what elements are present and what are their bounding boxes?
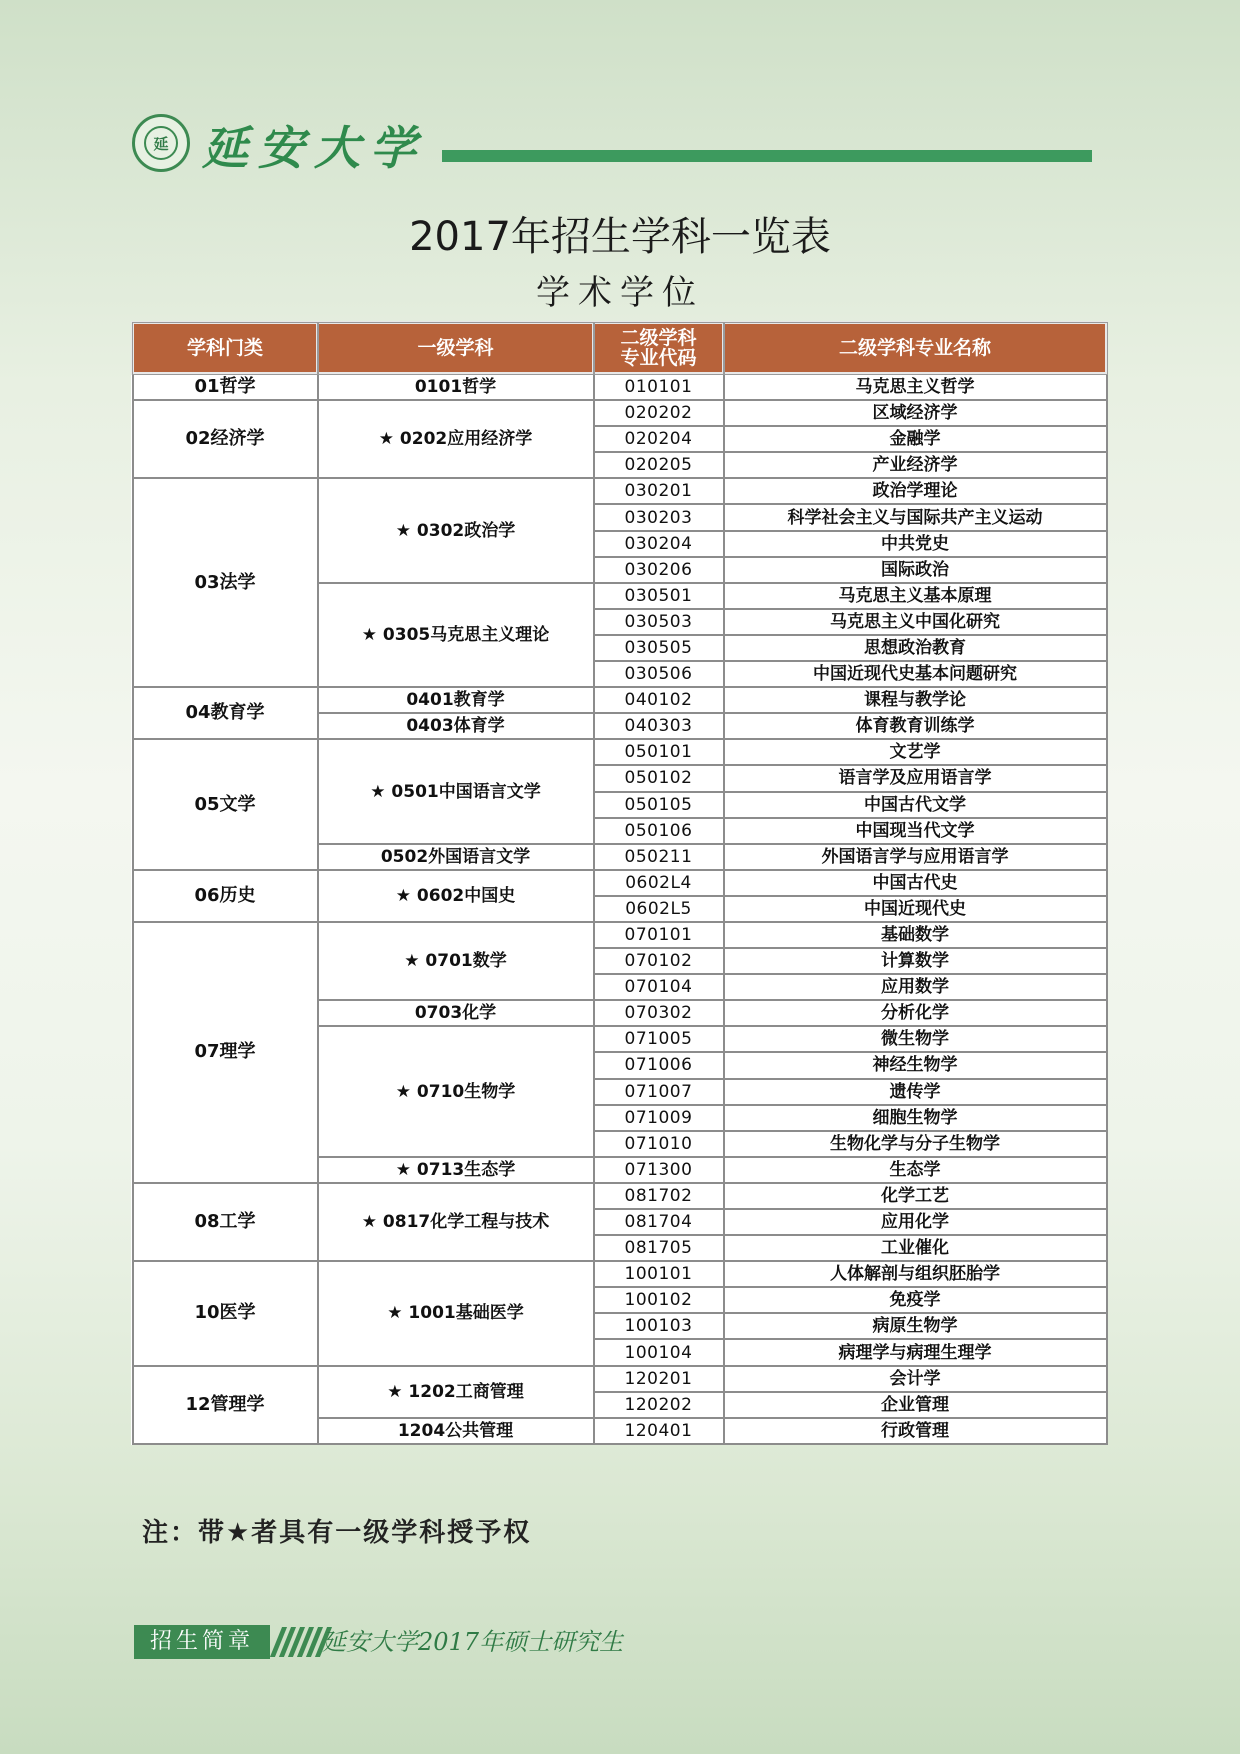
cell-category: 04教育学 bbox=[133, 687, 318, 739]
page-footer bbox=[134, 1625, 694, 1659]
table-row bbox=[133, 400, 1107, 426]
cell-major-name: 分析化学 bbox=[724, 1000, 1107, 1026]
cell-code: 120401 bbox=[594, 1418, 724, 1444]
cell-first-level: ★ 0713生态学 bbox=[318, 1157, 594, 1183]
cell-code: 040303 bbox=[594, 713, 724, 739]
cell-category: 06历史 bbox=[133, 870, 318, 922]
cell-major-name: 生物化学与分子生物学 bbox=[724, 1131, 1107, 1157]
footer-label: 招生简章 bbox=[134, 1625, 270, 1659]
cell-first-level: 0502外国语言文学 bbox=[318, 844, 594, 870]
table-row bbox=[133, 870, 1107, 896]
cell-major-name: 神经生物学 bbox=[724, 1052, 1107, 1078]
cell-first-level: 0703化学 bbox=[318, 1000, 594, 1026]
cell-major-name: 细胞生物学 bbox=[724, 1105, 1107, 1131]
cell-category: 12管理学 bbox=[133, 1366, 318, 1444]
cell-major-name: 产业经济学 bbox=[724, 452, 1107, 478]
cell-major-name: 基础数学 bbox=[724, 922, 1107, 948]
cell-code: 071005 bbox=[594, 1026, 724, 1052]
header-code: 二级学科 专业代码 bbox=[594, 323, 724, 374]
table-row bbox=[133, 1261, 1107, 1287]
table-body bbox=[133, 374, 1107, 1444]
cell-major-name: 中国近现代史基本问题研究 bbox=[724, 661, 1107, 687]
cell-first-level: ★ 1202工商管理 bbox=[318, 1366, 594, 1418]
cell-major-name: 应用化学 bbox=[724, 1209, 1107, 1235]
cell-code: 081705 bbox=[594, 1235, 724, 1261]
footer-slash-decoration bbox=[276, 1627, 326, 1657]
cell-first-level: 0401教育学 bbox=[318, 687, 594, 713]
cell-major-name: 应用数学 bbox=[724, 974, 1107, 1000]
cell-first-level: 0101哲学 bbox=[318, 374, 594, 401]
cell-major-name: 科学社会主义与国际共产主义运动 bbox=[724, 504, 1107, 530]
cell-major-name: 国际政治 bbox=[724, 557, 1107, 583]
cell-major-name: 计算数学 bbox=[724, 948, 1107, 974]
cell-major-name: 人体解剖与组织胚胎学 bbox=[724, 1261, 1107, 1287]
cell-major-name: 会计学 bbox=[724, 1366, 1107, 1392]
footer-text: 延安大学2017年硕士研究生 bbox=[322, 1628, 624, 1656]
cell-major-name: 政治学理论 bbox=[724, 478, 1107, 504]
cell-code: 030506 bbox=[594, 661, 724, 687]
cell-major-name: 生态学 bbox=[724, 1157, 1107, 1183]
cell-major-name: 金融学 bbox=[724, 426, 1107, 452]
cell-first-level: 1204公共管理 bbox=[318, 1418, 594, 1444]
cell-code: 020204 bbox=[594, 426, 724, 452]
university-seal-logo bbox=[132, 114, 190, 172]
cell-code: 071010 bbox=[594, 1131, 724, 1157]
cell-major-name: 文艺学 bbox=[724, 739, 1107, 765]
header-category: 学科门类 bbox=[133, 323, 318, 374]
cell-code: 070101 bbox=[594, 922, 724, 948]
cell-code: 020202 bbox=[594, 400, 724, 426]
table-row bbox=[133, 478, 1107, 504]
cell-major-name: 中国近现代史 bbox=[724, 896, 1107, 922]
subject-table-container bbox=[131, 321, 1105, 1497]
table-row bbox=[133, 374, 1107, 401]
cell-code: 071009 bbox=[594, 1105, 724, 1131]
page-subtitle: 学术学位 bbox=[536, 273, 704, 313]
cell-major-name: 中国古代文学 bbox=[724, 792, 1107, 818]
table-header-row bbox=[133, 323, 1107, 374]
cell-major-name: 外国语言学与应用语言学 bbox=[724, 844, 1107, 870]
cell-code: 070104 bbox=[594, 974, 724, 1000]
cell-code: 120202 bbox=[594, 1392, 724, 1418]
cell-code: 050211 bbox=[594, 844, 724, 870]
cell-code: 050105 bbox=[594, 792, 724, 818]
header-major-name: 二级学科专业名称 bbox=[724, 323, 1107, 374]
cell-major-name: 病原生物学 bbox=[724, 1313, 1107, 1339]
cell-code: 020205 bbox=[594, 452, 724, 478]
seal-center: 延 bbox=[144, 126, 178, 160]
cell-first-level: ★ 0202应用经济学 bbox=[318, 400, 594, 478]
cell-major-name: 马克思主义基本原理 bbox=[724, 583, 1107, 609]
cell-first-level: ★ 1001基础医学 bbox=[318, 1261, 594, 1365]
cell-code: 100104 bbox=[594, 1339, 724, 1365]
cell-code: 050106 bbox=[594, 818, 724, 844]
cell-major-name: 区域经济学 bbox=[724, 400, 1107, 426]
university-name-logo: 延安大学 bbox=[202, 121, 426, 175]
cell-category: 10医学 bbox=[133, 1261, 318, 1365]
cell-first-level: ★ 0701数学 bbox=[318, 922, 594, 1000]
cell-code: 100101 bbox=[594, 1261, 724, 1287]
cell-category: 07理学 bbox=[133, 922, 318, 1183]
cell-major-name: 语言学及应用语言学 bbox=[724, 765, 1107, 791]
page-title: 2017年招生学科一览表 bbox=[409, 214, 831, 260]
cell-first-level: 0403体育学 bbox=[318, 713, 594, 739]
cell-code: 071007 bbox=[594, 1079, 724, 1105]
cell-major-name: 体育教育训练学 bbox=[724, 713, 1107, 739]
cell-code: 0602L4 bbox=[594, 870, 724, 896]
cell-category: 03法学 bbox=[133, 478, 318, 687]
cell-code: 081702 bbox=[594, 1183, 724, 1209]
cell-first-level: ★ 0602中国史 bbox=[318, 870, 594, 922]
cell-code: 070102 bbox=[594, 948, 724, 974]
cell-code: 081704 bbox=[594, 1209, 724, 1235]
cell-major-name: 企业管理 bbox=[724, 1392, 1107, 1418]
table-row bbox=[133, 687, 1107, 713]
cell-major-name: 病理学与病理生理学 bbox=[724, 1339, 1107, 1365]
cell-code: 070302 bbox=[594, 1000, 724, 1026]
cell-code: 050102 bbox=[594, 765, 724, 791]
cell-code: 120201 bbox=[594, 1366, 724, 1392]
cell-first-level: ★ 0305马克思主义理论 bbox=[318, 583, 594, 687]
subject-table bbox=[131, 321, 1108, 1445]
cell-first-level: ★ 0710生物学 bbox=[318, 1026, 594, 1156]
cell-code: 030206 bbox=[594, 557, 724, 583]
cell-major-name: 工业催化 bbox=[724, 1235, 1107, 1261]
cell-code: 071006 bbox=[594, 1052, 724, 1078]
cell-code: 010101 bbox=[594, 374, 724, 401]
table-row bbox=[133, 922, 1107, 948]
cell-major-name: 微生物学 bbox=[724, 1026, 1107, 1052]
cell-code: 030501 bbox=[594, 583, 724, 609]
cell-category: 05文学 bbox=[133, 739, 318, 869]
cell-first-level: ★ 0817化学工程与技术 bbox=[318, 1183, 594, 1261]
cell-category: 01哲学 bbox=[133, 374, 318, 401]
cell-major-name: 中国现当代文学 bbox=[724, 818, 1107, 844]
cell-major-name: 化学工艺 bbox=[724, 1183, 1107, 1209]
cell-category: 02经济学 bbox=[133, 400, 318, 478]
cell-code: 050101 bbox=[594, 739, 724, 765]
cell-code: 071300 bbox=[594, 1157, 724, 1183]
cell-code: 0602L5 bbox=[594, 896, 724, 922]
table-row bbox=[133, 1183, 1107, 1209]
cell-code: 030204 bbox=[594, 531, 724, 557]
table-row bbox=[133, 739, 1107, 765]
cell-major-name: 行政管理 bbox=[724, 1418, 1107, 1444]
cell-code: 030503 bbox=[594, 609, 724, 635]
footnote: 注：带★者具有一级学科授予权 bbox=[142, 1518, 532, 1548]
cell-first-level: ★ 0501中国语言文学 bbox=[318, 739, 594, 843]
cell-code: 030505 bbox=[594, 635, 724, 661]
cell-code: 100103 bbox=[594, 1313, 724, 1339]
cell-code: 030203 bbox=[594, 504, 724, 530]
cell-code: 100102 bbox=[594, 1287, 724, 1313]
cell-first-level: ★ 0302政治学 bbox=[318, 478, 594, 582]
page-header bbox=[132, 108, 1092, 175]
cell-category: 08工学 bbox=[133, 1183, 318, 1261]
cell-major-name: 课程与教学论 bbox=[724, 687, 1107, 713]
cell-major-name: 免疫学 bbox=[724, 1287, 1107, 1313]
cell-major-name: 中共党史 bbox=[724, 531, 1107, 557]
cell-major-name: 马克思主义哲学 bbox=[724, 374, 1107, 401]
cell-major-name: 思想政治教育 bbox=[724, 635, 1107, 661]
header-first-level: 一级学科 bbox=[318, 323, 594, 374]
cell-code: 030201 bbox=[594, 478, 724, 504]
header-divider-bar bbox=[442, 150, 1092, 162]
table-row bbox=[133, 1366, 1107, 1392]
cell-code: 040102 bbox=[594, 687, 724, 713]
cell-major-name: 马克思主义中国化研究 bbox=[724, 609, 1107, 635]
cell-major-name: 遗传学 bbox=[724, 1079, 1107, 1105]
cell-major-name: 中国古代史 bbox=[724, 870, 1107, 896]
